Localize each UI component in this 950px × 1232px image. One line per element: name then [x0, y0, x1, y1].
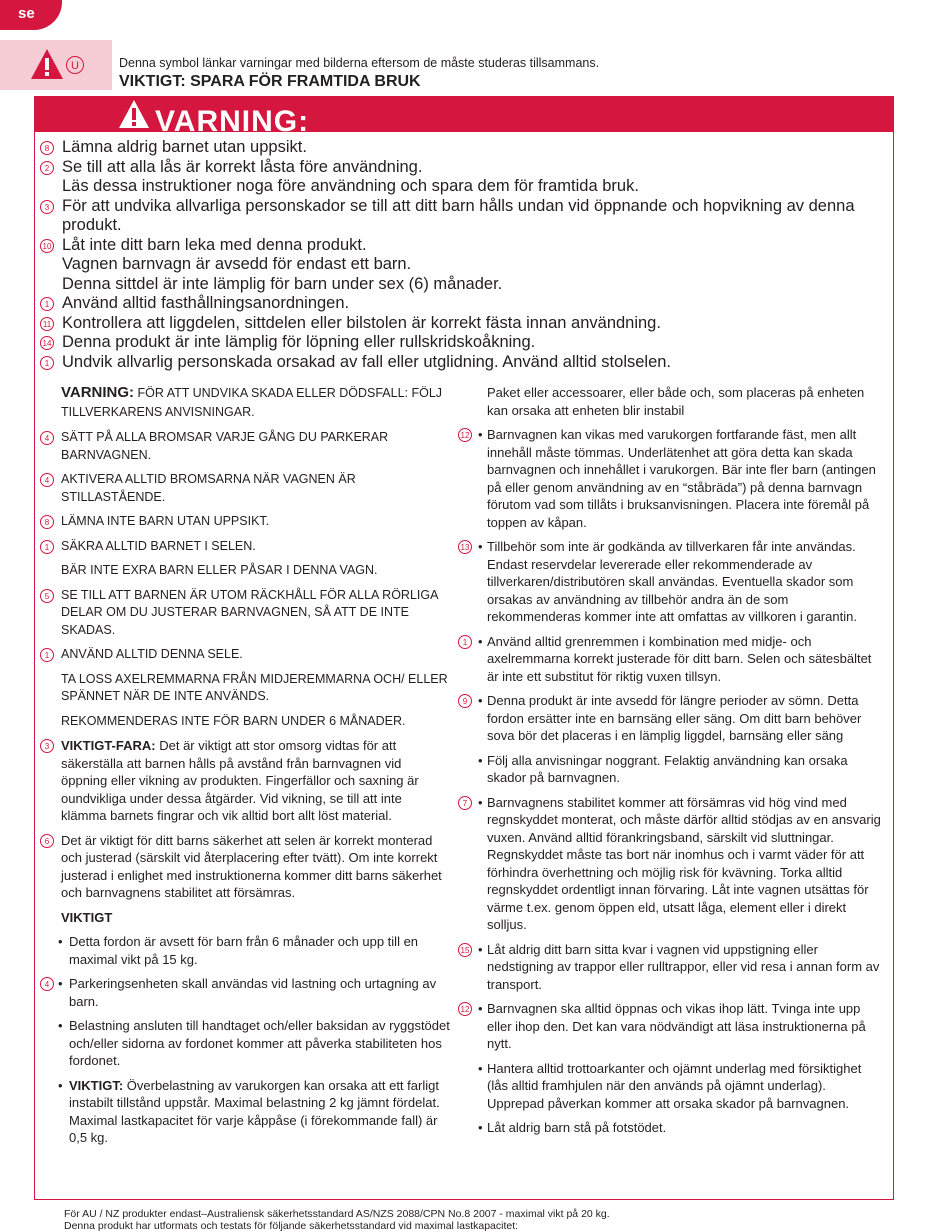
- item-text: REKOMMENDERAS INTE FÖR BARN UNDER 6 MÅNADER.: [61, 713, 406, 728]
- item-text: TA LOSS AXELREMMARNA FRÅN MIDJEREMMARNA OCH/ ELLER SPÄNNET NÄR DE INTE ANVÄNDS.: [61, 671, 448, 703]
- bullet-text: Barnvagnen ska alltid öppnas och vikas ihop lätt. Tvinga inte upp eller ihop den. Det kan vara nödvändigt att läsa instruktionerna på nytt.: [487, 1001, 866, 1051]
- caps-warning-item: [40, 587, 450, 640]
- badge-icon: 1: [40, 356, 54, 370]
- bullet-item: [458, 633, 884, 686]
- bullet-dot: •: [478, 427, 483, 442]
- warning-row: [40, 333, 890, 353]
- varning-text: FÖR ATT UNDVIKA SKADA ELLER DÖDSFALL: FÖLJ TILLVERKARENS ANVISNINGAR.: [61, 386, 443, 419]
- warning-line: Lämna aldrig barnet utan uppsikt.: [62, 138, 307, 156]
- continuation-text: Paket eller accessoarer, eller både och, som placeras på enheten kan orsaka att enheten blir instabil: [487, 385, 865, 418]
- warning-line: För att undvika allvarliga personskador se till att ditt barn hålls undan vid öppnande och hopvikning av denna produkt.: [62, 196, 855, 234]
- varning-label: VARNING:: [61, 384, 135, 401]
- bullet-dot: •: [478, 1120, 483, 1135]
- viktigt-heading: VIKTIGT: [61, 909, 113, 925]
- badge-icon: 1: [458, 635, 472, 649]
- warning-line: Läs dessa instruktioner noga före användning och spara dem för framtida bruk.: [62, 177, 639, 195]
- bullet-text: Denna produkt är inte avsedd för längre perioder av sömn. Detta fordon ersätter inte en barnsäng eller säng. Om ditt barn behöver sova bör det placeras i en lämplig liggdel, barnsäng eller säng: [487, 693, 862, 743]
- intro-text: Denna symbol länkar varningar med bilderna eftersom de måste studeras tillsammans.: [119, 56, 600, 70]
- bullet-text: Parkeringsenheten skall användas vid lastning och urtagning av barn.: [69, 976, 437, 1009]
- fara-item: [40, 737, 450, 825]
- top-warnings-list: [40, 138, 890, 372]
- badge-icon: 2: [40, 161, 54, 175]
- warning-line: Använd alltid fasthållningsanordningen.: [62, 294, 350, 312]
- bullet-dot: •: [478, 941, 483, 957]
- caps-warning-item: [40, 538, 450, 556]
- bullet-item: [458, 692, 884, 745]
- fara-text: Det är viktigt att stor omsorg vidtas för att säkerställa att barnen hålls på avstånd från barnvagnen vid öppning eller vikning av produkten. Fingerfällor och saxning är oundvikliga under dessa åtgärder. Vid vikning, se till att inte klämma barnets fingrar och vik alltid bort allt löst material.: [61, 738, 419, 823]
- sele-text: Det är viktigt för ditt barns säkerhet att selen är korrekt monterad och justerad (särskilt vid återplacering efter tvätt). Om inte korrekt justerad i enlighet med instruktionerna kommer ditt barns säkerhet och barnvagnens stabilitet att försämras.: [61, 832, 442, 900]
- bullet-item: [40, 1077, 450, 1147]
- warning-line: Undvik allvarlig personskada orsakad av fall eller utglidning. Använd alltid stolselen.: [62, 352, 672, 371]
- badge-icon: 3: [40, 739, 54, 753]
- badge-icon: 14: [40, 336, 54, 350]
- bullet-text: Barnvagnen kan vikas med varukorgen fortfarande fäst, men allt innehåll måste tömmas. Underlätenhet att göra detta kan skada barnvagnen och innehållet i varukorgen. Bär inte fler barn (antingen på eller genom användning av en “ståbräda”) på denna barnvagn förutom vad som tillåts i bruksanvisningen. Placera inte föremål på toppen av kåpan.: [487, 427, 876, 530]
- link-symbol-icon: U: [66, 56, 84, 74]
- bullet-dot: •: [478, 1060, 483, 1076]
- important-heading: VIKTIGT: SPARA FÖR FRAMTIDA BRUK: [119, 73, 421, 90]
- bullet-item: [458, 1060, 884, 1113]
- badge-icon: 12: [458, 428, 472, 442]
- bullet-item: [458, 941, 884, 994]
- badge-icon: 15: [458, 943, 472, 957]
- footer: [64, 1208, 610, 1232]
- warning-line: Kontrollera att liggdelen, sittdelen eller bilstolen är korrekt fästa innan användning.: [62, 313, 661, 332]
- bullet-dot: •: [478, 539, 483, 554]
- badge-icon: 8: [40, 515, 54, 529]
- warning-line: Låt inte ditt barn leka med denna produkt.: [62, 235, 367, 254]
- badge-icon: 12: [458, 1002, 472, 1016]
- bullet-item: [458, 752, 884, 787]
- caps-warning-item: [40, 471, 450, 506]
- bullet-text: Tillbehör som inte är godkända av tillverkaren får inte användas. Endast reservdelar levererade eller rekommenderade av tillverkaren/distributören skall användas. Eventuella skador som orsakas av användning av tillbehör andra än de som rekommenderas kommer inte att omfattas av villkoren i garantin.: [487, 539, 857, 624]
- caps-warning-item: [40, 671, 450, 706]
- warning-banner: [34, 96, 894, 132]
- banner-warning-icon: [118, 99, 150, 129]
- varning-header: [40, 384, 450, 421]
- footer-line: Denna produkt har utformats och testats för följande säkerhetsstandard vid maximal lastkapacitet:: [64, 1220, 519, 1232]
- bullet-dot: •: [478, 794, 483, 810]
- bullet-dot: •: [478, 693, 483, 708]
- bullet-text: Låt aldrig barn stå på fotstödet.: [487, 1120, 667, 1135]
- item-text: ANVÄND ALLTID DENNA SELE.: [61, 647, 243, 661]
- bullet-bold: VIKTIGT:: [69, 1077, 124, 1093]
- warning-triangle-icon: [30, 48, 64, 80]
- sele-item: [40, 832, 450, 902]
- bullet-text: Detta fordon är avsett för barn från 6 månader och upp till en maximal vikt på 15 kg.: [69, 934, 419, 967]
- badge-icon: 3: [40, 200, 54, 214]
- caps-warning-item: [40, 562, 450, 580]
- bullet-dot: •: [478, 752, 483, 768]
- warning-row: [40, 236, 890, 295]
- banner-title: VARNING:: [155, 105, 310, 132]
- left-column: [40, 384, 450, 1154]
- footer-line: För AU / NZ produkter endast–Australiensk säkerhetsstandard AS/NZS 2088/CPN No.8 2007 - maximal vikt på 20 kg.: [64, 1208, 610, 1220]
- item-text: AKTIVERA ALLTID BROMSARNA NÄR VAGNEN ÄR STILLASTÅENDE.: [61, 472, 356, 504]
- fara-label: VIKTIGT-FARA:: [61, 738, 156, 753]
- badge-icon: 13: [458, 540, 472, 554]
- warning-row: [40, 158, 890, 197]
- badge-icon: 7: [458, 796, 472, 810]
- caps-warning-item: [40, 646, 450, 664]
- item-text: SÄTT PÅ ALLA BROMSAR VARJE GÅNG DU PARKERAR BARNVAGNEN.: [61, 430, 389, 462]
- bullet-text: Överbelastning av varukorgen kan orsaka att ett farligt instabilt tillstånd uppstår. Maximal belastning 2 kg jämnt fördelat. Maximal lastkapacitet för varje kåppåse (i förekommande fall) är 0,5 kg.: [69, 1077, 440, 1145]
- item-text: SÄKRA ALLTID BARNET I SELEN.: [61, 538, 256, 553]
- badge-icon: 1: [40, 540, 54, 554]
- language-tab: [0, 0, 62, 30]
- bullet-text: Använd alltid grenremmen i kombination med midje- och axelremmarna korrekt justerade för ditt barn. Selen och sätesbältet är inte ett substitut för riktig vuxen tillsyn.: [487, 633, 872, 684]
- badge-icon: 9: [458, 694, 472, 708]
- warning-row: [40, 294, 890, 314]
- badge-icon: • 4: [40, 977, 54, 991]
- badge-icon: 10: [40, 239, 54, 253]
- warning-line: Se till att alla lås är korrekt låsta före användning.: [62, 157, 423, 176]
- caps-warning-item: [40, 429, 450, 464]
- bullet-item: [458, 1119, 884, 1137]
- badge-icon: 6: [40, 834, 54, 848]
- bullet-item: [40, 933, 450, 968]
- bullet-item: [458, 1000, 884, 1053]
- badge-icon: 5: [40, 589, 54, 603]
- bullet-text: Låt aldrig ditt barn sitta kvar i vagnen vid uppstigning eller nedstigning av trappor eller rulltrappor, eller vid resa i annan form av transport.: [487, 941, 880, 992]
- right-column: [458, 384, 884, 1144]
- bullet-text: Belastning ansluten till handtaget och/eller baksidan av ryggstödet och/eller sidorna av fordonet kommer att påverka stabiliteten hos fordonet.: [69, 1018, 450, 1068]
- badge-icon: 11: [40, 317, 54, 331]
- warning-line: Vagnen barnvagn är avsedd för endast ett barn.: [62, 255, 412, 273]
- warning-row: [40, 314, 890, 334]
- bullet-item: [458, 538, 884, 626]
- item-text: LÄMNA INTE BARN UTAN UPPSIKT.: [61, 514, 270, 528]
- badge-icon: 4: [40, 473, 54, 487]
- caps-warning-item: [40, 513, 450, 531]
- bullet-item: [458, 426, 884, 531]
- badge-icon: 4: [40, 431, 54, 445]
- bullet-item: [40, 975, 450, 1010]
- bullet-item: [458, 794, 884, 934]
- badge-icon: 1: [40, 648, 54, 662]
- language-code: se: [18, 5, 35, 22]
- warning-row: [40, 353, 890, 373]
- warning-row: [40, 197, 890, 236]
- caps-warning-item: [40, 713, 450, 731]
- badge-icon: 8: [40, 141, 54, 155]
- warning-line: Denna sittdel är inte lämplig för barn under sex (6) månader.: [62, 274, 503, 293]
- bullet-text: Följ alla anvisningar noggrant. Felaktig användning kan orsaka skador på barnvagnen.: [487, 752, 848, 785]
- item-text: SE TILL ATT BARNEN ÄR UTOM RÄCKHÅLL FÖR ALLA RÖRLIGA DELAR OM DU JUSTERAR BARNVAGNEN, SÅ ATT DE INTE SKADAS.: [61, 587, 438, 637]
- bullet-dot: •: [478, 633, 483, 649]
- bullet-text: Hantera alltid trottoarkanter och ojämnt underlag med försiktighet (lås alltid framhjulen när den används på ojämnt underlag). Upprepad påverkan kommer att orsaka skador på barnvagnen.: [487, 1060, 862, 1111]
- item-text: BÄR INTE EXRA BARN ELLER PÅSAR I DENNA VAGN.: [61, 563, 378, 577]
- warning-row: [40, 138, 890, 158]
- badge-icon: 1: [40, 297, 54, 311]
- bullet-dot: •: [478, 1001, 483, 1016]
- bullet-text: Barnvagnens stabilitet kommer att försämras vid hög vind med regnskyddet monterat, och måste därför alltid stödjas av en ansvarig vuxen. Använd alltid förankringsband, särskilt vid sluttningar. Regnskyddet måste tas bort när inomhus och i varmt väder för att förhindra överhettning och möjlig risk för kvävning. Torka alltid regnskyddet ordentligt innan förvaring. Låt inte vagnen utsättas för värme t.ex. genom öppen eld, utsatt låga, element eller i direkt solljus.: [487, 794, 881, 932]
- bullet-item: [40, 1017, 450, 1070]
- warning-line: Denna produkt är inte lämplig för löpning eller rullskridskoåkning.: [62, 333, 536, 351]
